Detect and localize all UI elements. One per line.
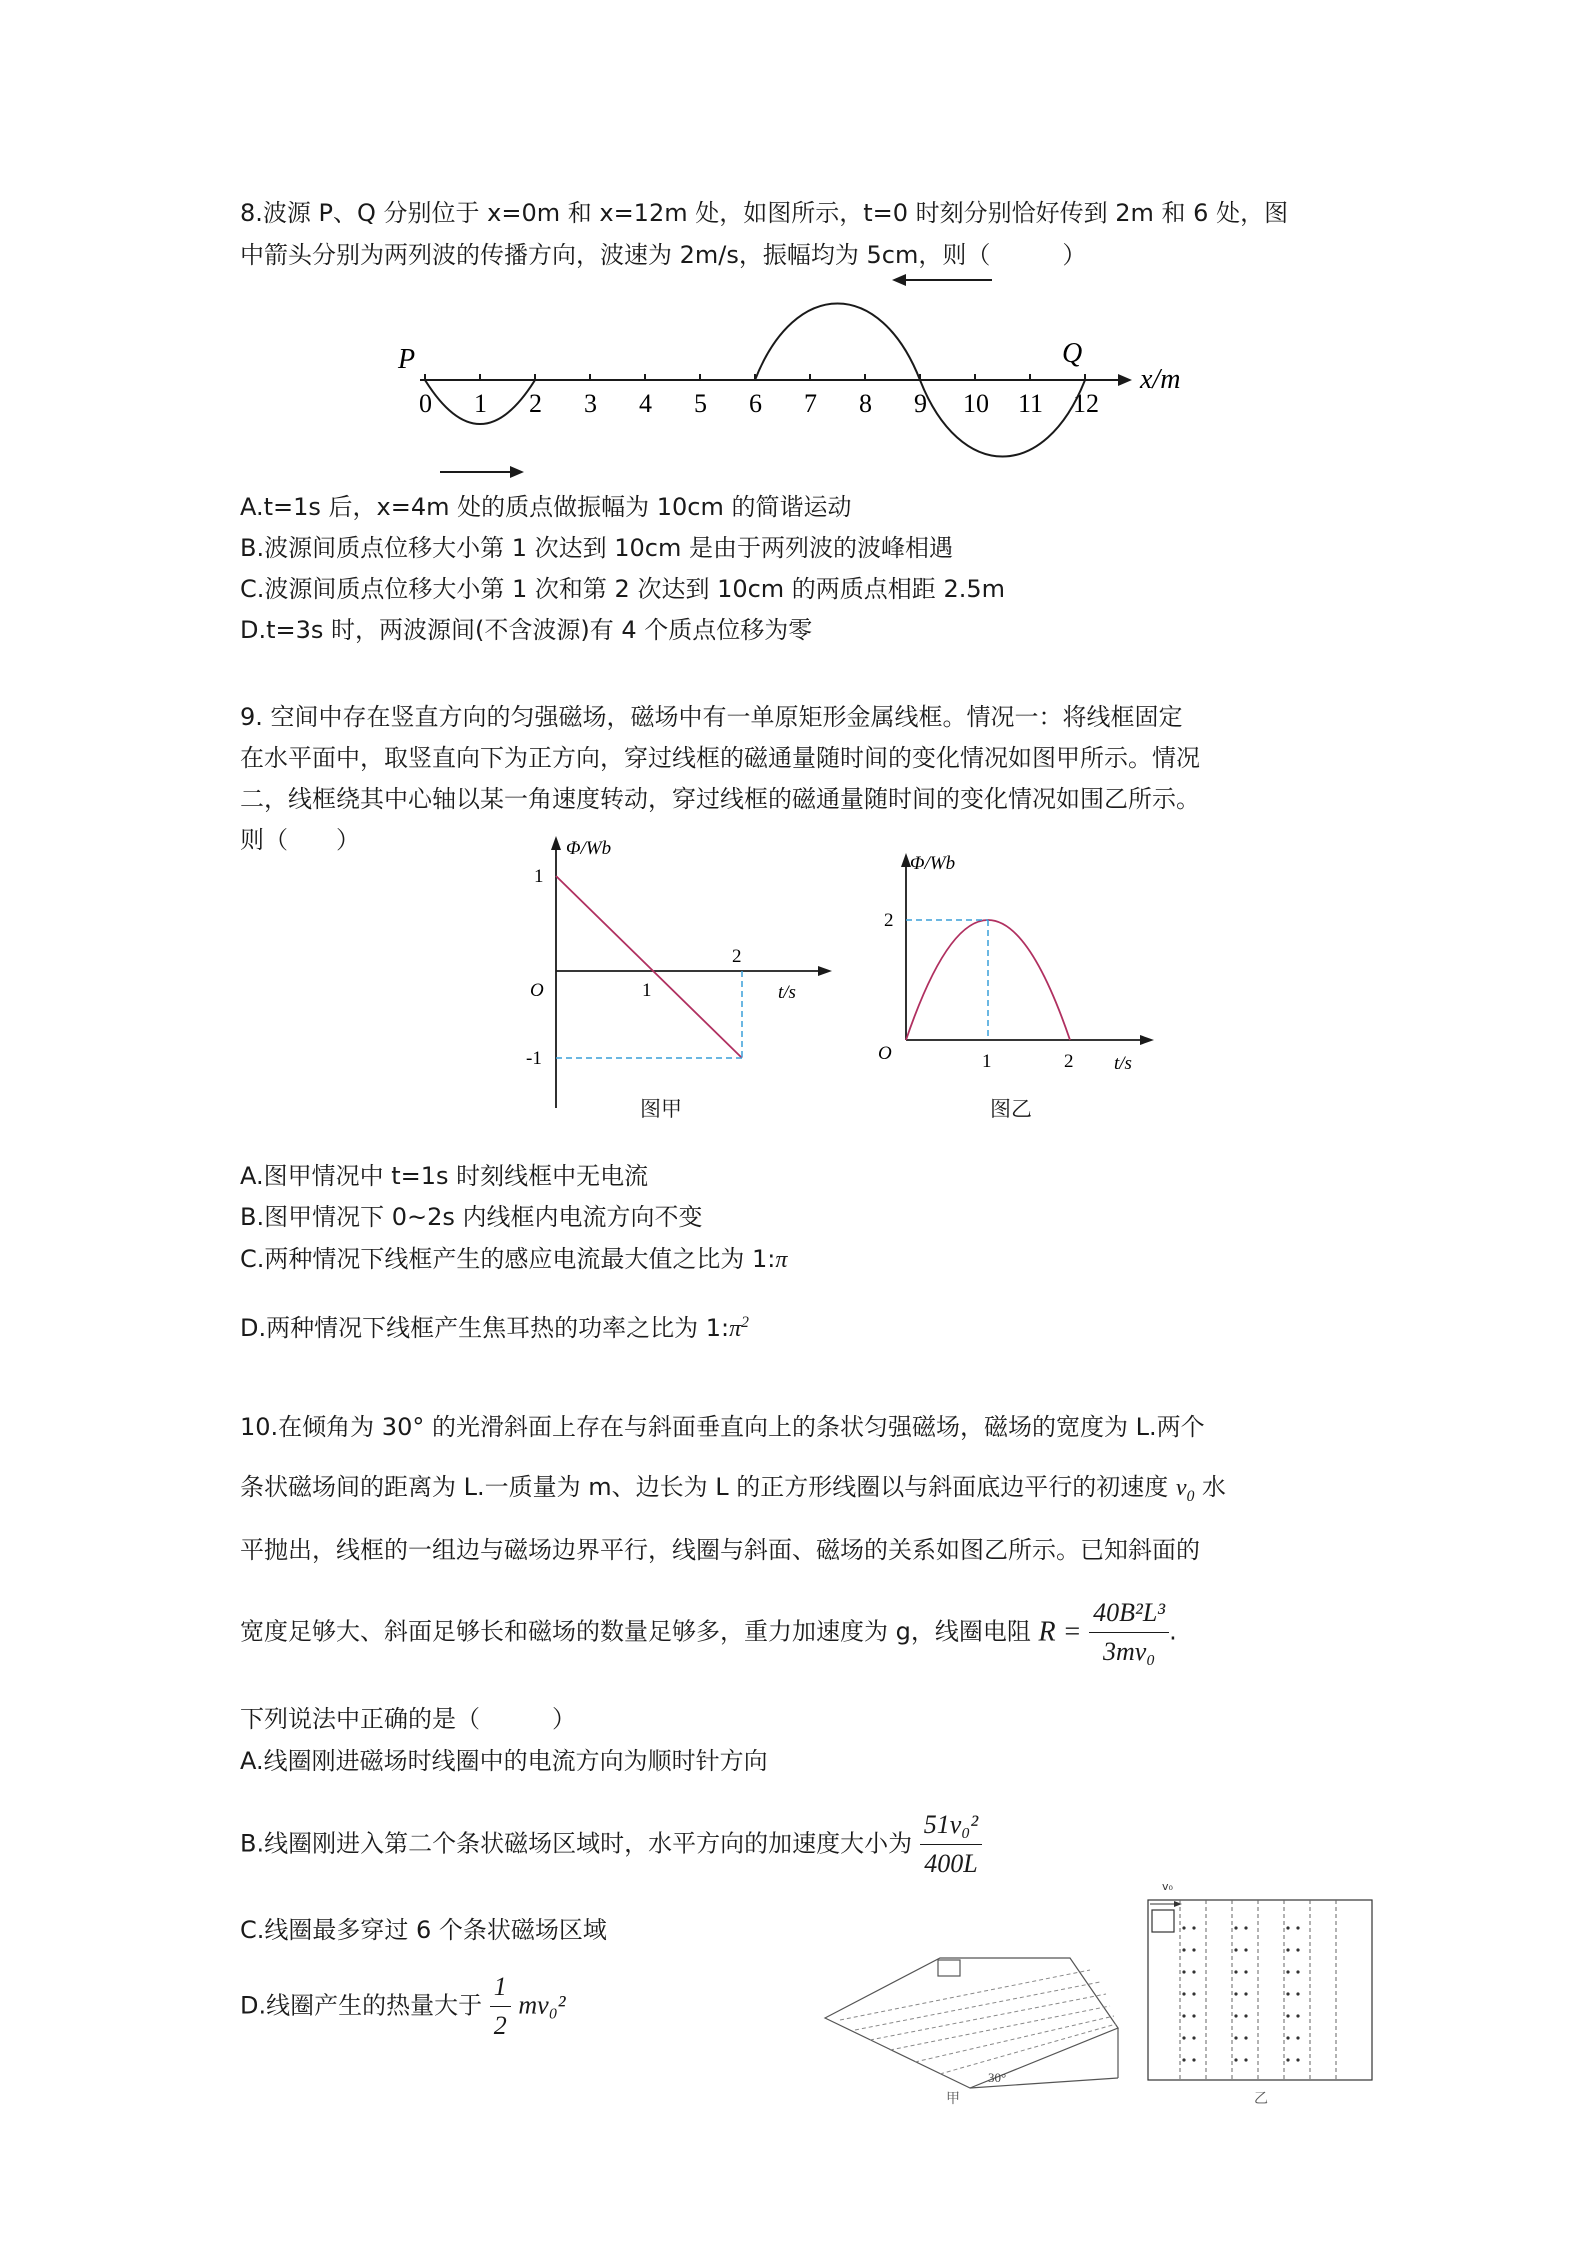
q10-field-dot — [1286, 2058, 1289, 2061]
q9-option-a: A.图甲情况中 t=1s 时刻线框中无电流 — [240, 1162, 649, 1190]
q10-line-1: 10.在倾角为 30° 的光滑斜面上存在与斜面垂直向上的条状匀强磁场，磁场的宽度为 L.两个 — [240, 1413, 1205, 1441]
q10-field-dot — [1286, 1992, 1289, 1995]
q10-field-dot — [1286, 2036, 1289, 2039]
q10-option-c: C.线圈最多穿过 6 个条状磁场区域 — [240, 1916, 607, 1944]
q10-field-dot — [1192, 1926, 1195, 1929]
q10-field-dot — [1234, 2058, 1237, 2061]
q8-wave-figure — [380, 290, 1210, 490]
q10-field-dot — [1182, 1926, 1185, 1929]
q10-field-dot — [1182, 2058, 1185, 2061]
q10-field-dot — [1192, 2036, 1195, 2039]
q8-tick-label: 0 — [419, 389, 432, 418]
q8-tick-label: 7 — [804, 389, 817, 418]
q10-field-dot — [1296, 1992, 1299, 1995]
q10-field-dot — [1286, 1948, 1289, 1951]
q10-field-dot — [1244, 1926, 1247, 1929]
q10-line-2: 条状磁场间的距离为 L.一质量为 m、边长为 L 的正方形线圈以与斜面底边平行的初速度 $v_0$ 水 — [240, 1473, 1226, 1505]
q10-figure-a-caption: 甲 — [946, 2091, 960, 2107]
q10-option-a: A.线圈刚进磁场时线圈中的电流方向为顺时针方向 — [240, 1747, 768, 1775]
q10-field-dot — [1182, 1992, 1185, 1995]
q10-field-dot — [1182, 1970, 1185, 1973]
q8-option-a: A.t=1s 后，x=4m 处的质点做振幅为 10cm 的简谐运动 — [240, 493, 852, 521]
q9-option-d: D.两种情况下线框产生焦耳热的功率之比为 $1:\pi^2$ — [240, 1314, 749, 1342]
q10-field-dot — [1192, 2058, 1195, 2061]
q10-field-dot — [1296, 2014, 1299, 2017]
q10-field-dot — [1244, 2058, 1247, 2061]
q8-option-b: B.波源间质点位移大小第 1 次达到 10cm 是由于两列波的波峰相遇 — [240, 534, 953, 562]
q10-field-dot — [1234, 1970, 1237, 1973]
q10-field-dot — [1244, 1992, 1247, 1995]
q10-field-dot — [1182, 2036, 1185, 2039]
q9-option-c: C.两种情况下线框产生的感应电流最大值之比为 1:π — [240, 1245, 788, 1273]
q8-option-c: C.波源间质点位移大小第 1 次和第 2 次达到 10cm 的两质点相距 2.5m — [240, 575, 1005, 603]
q10-line-3: 平抛出，线框的一组边与磁场边界平行，线圈与斜面、磁场的关系如图乙所示。已知斜面的 — [240, 1536, 1200, 1564]
q8-tick-label: 1 — [474, 389, 487, 418]
q8-arrow-left-svg — [890, 270, 1000, 290]
q10-field-dot — [1244, 2036, 1247, 2039]
q9-stem-line-3: 二，线框绕其中心轴以某一角速度转动，穿过线框的磁通量随时间的变化情况如围乙所示。 — [240, 785, 1200, 813]
q10-field-dot — [1286, 1970, 1289, 1973]
q9-graph-a-ybottom: -1 — [526, 1048, 542, 1069]
q9-stem-line-2: 在水平面中，取竖直向下为正方向，穿过线框的磁通量随时间的变化情况如图甲所示。情况 — [240, 744, 1200, 772]
q9-stem-line-4: 则（ ） — [240, 826, 360, 854]
q9-graph-b-caption: 图乙 — [990, 1097, 1032, 1121]
q10-field-dot — [1234, 2036, 1237, 2039]
q10-line-4: 宽度足够大、斜面足够长和磁场的数量足够多，重力加速度为 g，线圈电阻 R = $\frac{\text{40B²L³}}{\text{3mv₀}}$ . — [240, 1598, 1177, 1666]
q10-field-dot — [1296, 1948, 1299, 1951]
q8-tick-label: 9 — [914, 389, 927, 418]
q10-field-dot — [1192, 1992, 1195, 1995]
q10-figure-b — [1140, 1888, 1380, 2088]
q9-graph-b-xlabel: t/s — [1114, 1053, 1132, 1074]
q10-field-dot — [1296, 1970, 1299, 1973]
q9-graph-b-origin: O — [878, 1043, 892, 1064]
q8-tick-label: 2 — [529, 389, 542, 418]
q10-figure-a — [820, 1948, 1120, 2098]
q8-tick-label: 11 — [1018, 389, 1044, 418]
q10-figure-b-v-label: v₀ — [1162, 1880, 1173, 1893]
q10-field-dot — [1296, 1926, 1299, 1929]
q9-graph-a-xend: 2 — [732, 946, 742, 967]
q8-tick-label: 12 — [1073, 389, 1099, 418]
q9-graph-a-caption: 图甲 — [640, 1097, 682, 1121]
q9-graph-a-ylabel: Φ/Wb — [566, 838, 612, 859]
q10-line-5: 下列说法中正确的是（ ） — [240, 1705, 576, 1733]
q8-tick-label: 3 — [584, 389, 597, 418]
q10-field-dot — [1286, 2014, 1289, 2017]
q8-stem-line-2: 中箭头分别为两列波的传播方向，波速为 2m/s，振幅均为 5cm，则（ ） — [240, 241, 1087, 269]
q10-field-dot — [1286, 1926, 1289, 1929]
q9-graph-b-xmid: 1 — [982, 1051, 992, 1072]
q9-stem-line-1: 9. 空间中存在竖直方向的匀强磁场，磁场中有一单原矩形金属线框。情况一：将线框固定 — [240, 703, 1183, 731]
q8-tick-label: 5 — [694, 389, 707, 418]
q9-graph-a-xlabel: t/s — [778, 982, 796, 1003]
q9-graph-b-ytop: 2 — [884, 910, 894, 931]
q10-field-dot — [1234, 1948, 1237, 1951]
q9-graph-b-xend: 2 — [1064, 1051, 1074, 1072]
q10-field-dot — [1244, 1948, 1247, 1951]
q10-option-d: D.线圈产生的热量大于 $\frac{1}{2}$ mv₀² — [240, 1972, 566, 2040]
q10-field-dot — [1244, 1970, 1247, 1973]
q10-field-dot — [1244, 2014, 1247, 2017]
q9-graph-b-ylabel: Φ/Wb — [910, 853, 956, 874]
q10-figure-a-angle: 30° — [988, 2070, 1007, 2085]
q9-graph-b — [870, 845, 1170, 1085]
q10-field-dot — [1182, 1948, 1185, 1951]
q10-field-dot — [1296, 2058, 1299, 2061]
q10-field-dot — [1192, 1970, 1195, 1973]
q9-graph-a-line — [556, 876, 742, 1058]
q10-field-dot — [1192, 1948, 1195, 1951]
q8-option-d: D.t=3s 时，两波源间(不含波源)有 4 个质点位移为零 — [240, 616, 813, 644]
q9-option-b: B.图甲情况下 0~2s 内线框内电流方向不变 — [240, 1203, 703, 1231]
q9-graph-a-xmid: 1 — [642, 980, 652, 1001]
q10-option-b: B.线圈刚进入第二个条状磁场区域时，水平方向的加速度大小为 $\frac{\text{51v₀²}}{400L}$ — [240, 1808, 982, 1881]
q8-tick-label: 10 — [963, 389, 989, 418]
q8-axis-label: x/m — [1140, 364, 1181, 395]
q9-graph-a — [520, 830, 850, 1130]
q10-field-dot — [1296, 2036, 1299, 2039]
q8-label-p: P — [398, 344, 416, 375]
q10-field-dot — [1234, 1926, 1237, 1929]
q10-figure-b-caption: 乙 — [1254, 2091, 1268, 2107]
q10-field-dot — [1182, 2014, 1185, 2017]
q9-graph-a-origin: O — [530, 980, 544, 1001]
q10-field-dot — [1234, 2014, 1237, 2017]
q8-tick-label: 4 — [639, 389, 652, 418]
q10-field-dot — [1234, 1992, 1237, 1995]
q8-tick-label: 8 — [859, 389, 872, 418]
q8-tick-label: 6 — [749, 389, 762, 418]
q8-stem-line-1: 8.波源 P、Q 分别位于 x=0m 和 x=12m 处，如图所示，t=0 时刻分别恰好传到 2m 和 6 处，图 — [240, 199, 1289, 227]
q10-field-dot — [1192, 2014, 1195, 2017]
q9-graph-a-ytop: 1 — [534, 866, 544, 887]
q8-label-q: Q — [1062, 338, 1083, 369]
